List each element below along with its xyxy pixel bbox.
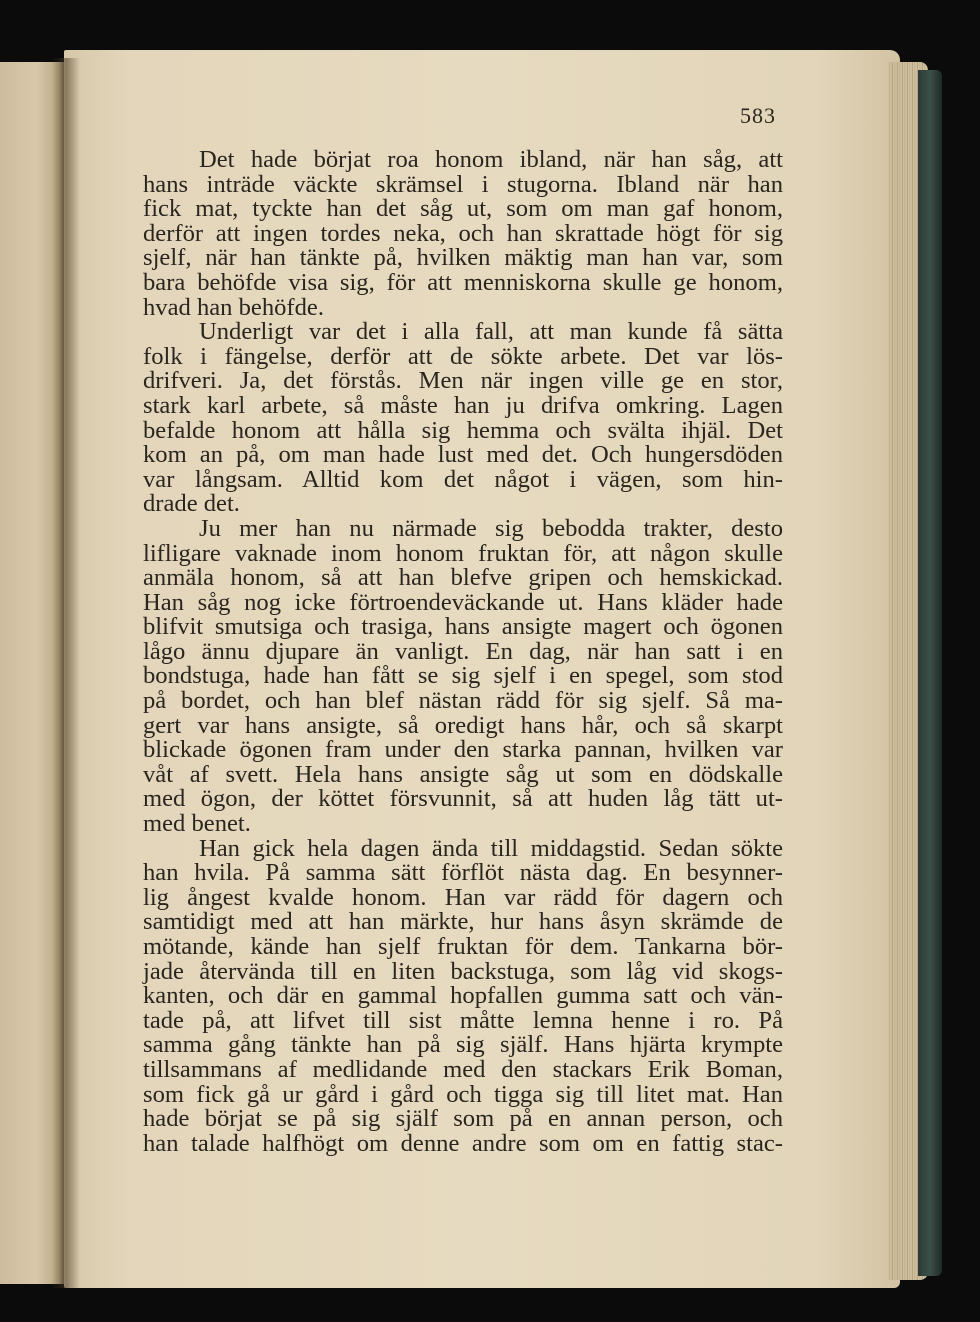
- text-line: tade på, att lifvet till sist måtte lemna henne i ro. På: [143, 1006, 783, 1034]
- text-line: bara behöfde visa sig, för att menniskorna skulle ge honom,: [143, 268, 783, 296]
- text-line: drifveri. Ja, det förstås. Men när ingen ville ge en stor,: [143, 367, 783, 395]
- text-line: hade börjat se på sig själf som på en annan person, och: [143, 1105, 783, 1133]
- text-line: med ögon, der köttet försvunnit, så att huden låg tätt ut-: [143, 785, 783, 813]
- text-line: var långsam. Alltid kom det något i vägen, som hin-: [143, 465, 783, 493]
- paragraph: [143, 834, 783, 1157]
- text-line: lågo ännu djupare än vanligt. En dag, när han satt i en: [143, 637, 783, 665]
- text-line: hvad han behöfde.: [143, 293, 324, 321]
- text-line: Underligt var det i alla fall, att man kunde få sätta: [199, 318, 783, 346]
- text-line: han talade halfhögt om denne andre som om en fattig stac-: [143, 1129, 783, 1157]
- text-line: tillsammans af medlidande med den stackars Erik Boman,: [143, 1055, 783, 1083]
- text-line: folk i fängelse, derför att de sökte arbete. Det var lös-: [143, 342, 783, 370]
- text-line: kanten, och där en gammal hopfallen gumma satt och vän-: [143, 982, 783, 1010]
- paragraph: [143, 320, 783, 517]
- text-line: han hvila. På samma sätt förflöt nästa dag. En besynner-: [143, 859, 783, 887]
- text-line: derför att ingen tordes neka, och han skrattade högt för sig: [143, 219, 783, 247]
- text-line: blifvit smutsiga och trasiga, hans ansigte magert och ögonen: [143, 613, 783, 641]
- text-line: bondstuga, hade han fått se sig sjelf i en spegel, som stod: [143, 662, 783, 690]
- text-line: Han såg nog icke förtroendeväckande ut. Hans kläder hade: [143, 588, 783, 616]
- text-line: lig ångest kvalde honom. Han var rädd för dagern och: [143, 883, 783, 911]
- body-text: [143, 148, 783, 1156]
- text-line: hans inträde väckte skrämsel i stugorna. Ibland när han: [143, 170, 783, 198]
- text-line: som fick gå ur gård i gård och tigga sig till litet mat. Han: [143, 1080, 783, 1108]
- paragraph: [143, 514, 783, 838]
- text-line: blickade ögonen fram under den starka pannan, hvilken var: [143, 736, 783, 764]
- text-line: befalde honom att hålla sig hemma och svälta ihjäl. Det: [143, 416, 783, 444]
- text-line: sjelf, när han tänkte på, hvilken mäktig man han var, som: [143, 244, 783, 272]
- text-line: anmäla honom, så att han blefve gripen och hemskickad.: [143, 564, 783, 592]
- text-line: Ju mer han nu närmade sig bebodda trakter, desto: [199, 514, 783, 542]
- text-line: fick mat, tyckte han det såg ut, som om man gaf honom,: [143, 195, 783, 223]
- text-line: jade återvända till en liten backstuga, som låg vid skogs-: [143, 957, 783, 985]
- text-line: Det hade börjat roa honom ibland, när han såg, att: [199, 146, 783, 173]
- text-line: mötande, kände han sjelf fruktan för dem. Tankarna bör-: [143, 933, 783, 960]
- text-line: stark karl arbete, så måste han ju drifva omkring. Lagen: [143, 391, 783, 419]
- text-line: med benet.: [143, 810, 251, 838]
- text-line: drade det.: [143, 490, 240, 518]
- page-number: 583: [740, 103, 776, 128]
- book-gutter: [52, 58, 80, 1288]
- text-line: våt af svett. Hela hans ansigte såg ut som en dödskalle: [143, 760, 783, 788]
- text-line: samtidigt med att han märkte, hur hans åsyn skrämde de: [143, 908, 783, 936]
- text-line: samma gång tänkte han på sig själf. Hans hjärta krympte: [143, 1031, 783, 1059]
- text-line: gert var hans ansigte, så oredigt hans hår, och så skarpt: [143, 711, 783, 739]
- paragraph: [143, 148, 783, 320]
- text-line: Han gick hela dagen ända till middagstid. Sedan sökte: [199, 834, 783, 862]
- text-line: kom an på, om man hade lust med det. Och hungersdöden: [143, 441, 783, 469]
- text-line: på bordet, och han blef nästan rädd för sig sjelf. Så ma-: [143, 687, 783, 715]
- text-line: lifligare vaknade inom honom fruktan för, att någon skulle: [143, 539, 783, 567]
- book-cover-edge: [918, 70, 942, 1276]
